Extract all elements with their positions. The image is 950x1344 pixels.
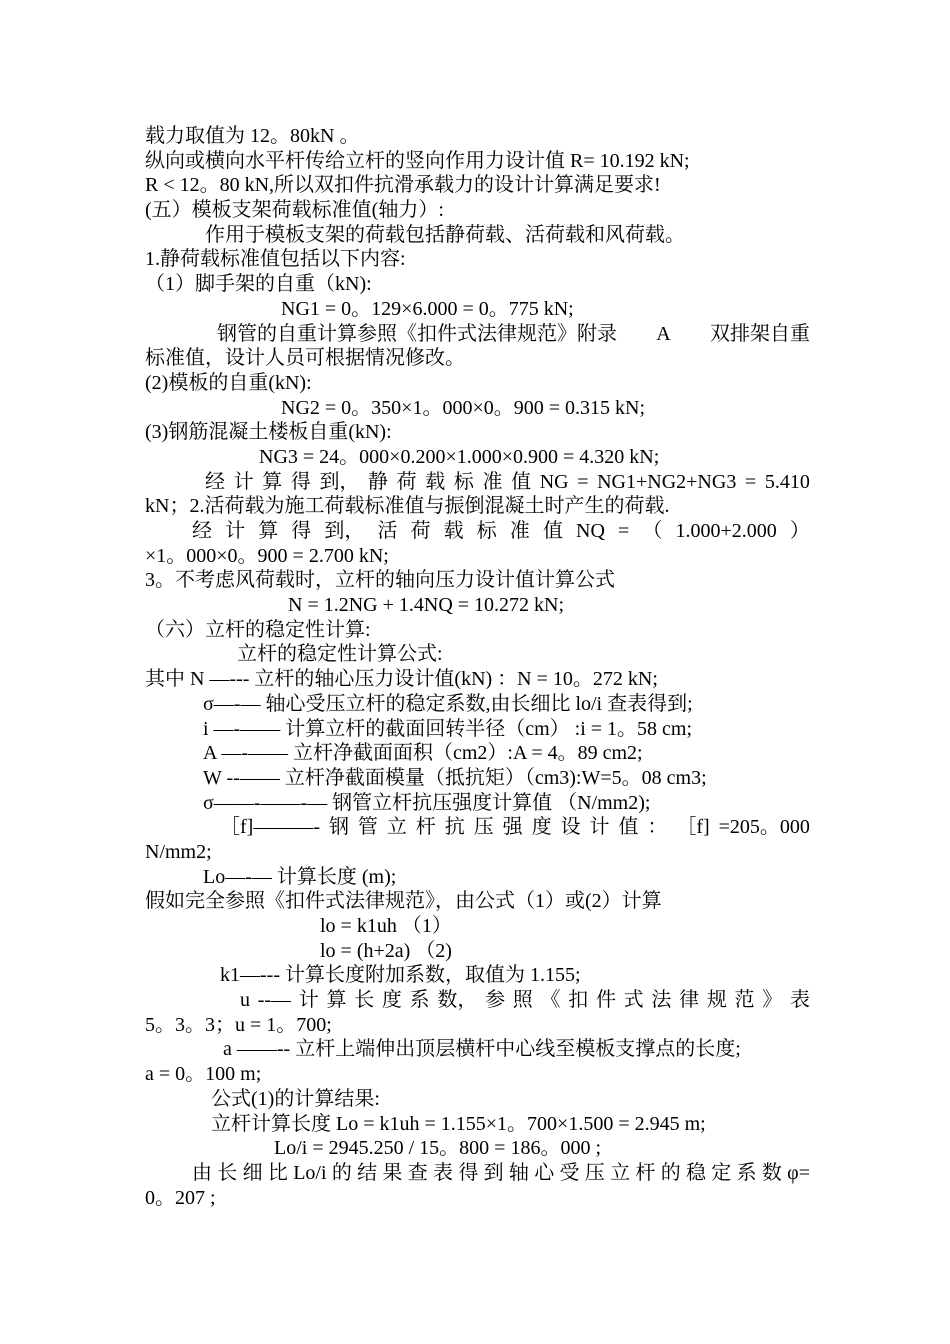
text-word: 照 xyxy=(512,989,533,1012)
text-line: （六）立杆的稳定性计算: xyxy=(145,618,371,641)
text-word: A xyxy=(656,322,671,345)
text-line xyxy=(145,322,810,347)
text-word: 度 xyxy=(531,816,552,839)
text-word: NG xyxy=(539,470,569,493)
text-line: 标准值，设计人员可根据情况修改。 xyxy=(145,347,465,370)
text-word: 稳 xyxy=(685,1161,706,1184)
text-word: 计 xyxy=(233,470,254,493)
text-word: 值 xyxy=(511,470,532,493)
text-line: 5。3。3；u = 1。700; xyxy=(145,1013,332,1036)
document-body xyxy=(145,124,810,1210)
text-word: 管 xyxy=(357,816,378,839)
text-word: = xyxy=(577,470,589,493)
text-word: 参 xyxy=(485,989,506,1012)
text-word: 杆 xyxy=(635,1161,656,1184)
text-word: NG1+NG2+NG3 xyxy=(597,470,737,493)
text-word: 数， xyxy=(437,989,478,1012)
text-line: NG3 = 24。000×0.200×1.000×0.900 = 4.320 kN; xyxy=(259,445,660,468)
text-word: 荷 xyxy=(410,520,431,542)
text-word: 比 xyxy=(267,1161,288,1184)
text-word: 计 xyxy=(225,520,246,542)
text-line: i —-—— 计算立杆的截面回转半径（cm） :i = 1。58 cm; xyxy=(203,717,693,740)
text-word: 系 xyxy=(409,989,430,1012)
text-word: 得 xyxy=(458,1161,479,1184)
text-word: 立 xyxy=(386,816,407,839)
text-line: a = 0。100 m; xyxy=(145,1063,262,1086)
text-word: Lo/i xyxy=(293,1161,327,1184)
text-word: NQ xyxy=(576,520,605,542)
text-word: 载 xyxy=(425,470,446,493)
text-word: 规 xyxy=(706,989,727,1012)
text-line: NG2 = 0。350×1。000×0。900 = 0.315 kN; xyxy=(281,396,646,419)
text-word: 经 xyxy=(205,470,225,493)
text-word: 的 xyxy=(660,1161,681,1184)
text-line: 公式(1)的计算结果: xyxy=(211,1087,380,1110)
text-word: u xyxy=(240,989,250,1012)
text-word: --— xyxy=(257,989,292,1012)
text-word: 算 xyxy=(258,520,279,542)
text-word: ： xyxy=(647,816,668,839)
text-word: 查 xyxy=(407,1161,428,1184)
text-word: 1.000+2.000 xyxy=(675,520,777,542)
text-word: 件 xyxy=(595,989,616,1012)
text-line: N = 1.2NG + 1.4NQ = 10.272 kN; xyxy=(288,594,565,617)
text-word: 计 xyxy=(589,816,610,839)
text-word: 压 xyxy=(473,816,494,839)
text-word: = xyxy=(744,470,757,493)
text-word: 计 xyxy=(298,989,319,1012)
text-word: 轴 xyxy=(508,1161,529,1184)
text-line xyxy=(145,815,810,840)
text-word: 荷 xyxy=(396,470,417,493)
text-word: 算 xyxy=(326,989,347,1012)
text-word: 式 xyxy=(623,989,644,1012)
text-word: 律 xyxy=(679,989,700,1012)
text-line: k1—--- 计算长度附加系数，取值为 1.155; xyxy=(220,964,581,987)
text-line: 作用于模板支架的荷载包括静荷载、活荷载和风荷载。 xyxy=(205,223,685,246)
text-word: 表 xyxy=(433,1161,454,1184)
text-line xyxy=(145,519,810,544)
text-word: 细 xyxy=(242,1161,263,1184)
text-word: 杆 xyxy=(415,816,436,839)
text-word: 到， xyxy=(324,520,365,542)
text-word: 到 xyxy=(483,1161,504,1184)
text-word: 受 xyxy=(559,1161,580,1184)
text-line: A —-—— 立杆净截面面积（cm2）:A = 4。89 cm2; xyxy=(203,742,643,765)
text-line: 3。不考虑风荷载时，立杆的轴向压力设计值计算公式 xyxy=(145,569,615,592)
text-line: 载力取值为 12。80kN 。 xyxy=(145,125,360,147)
text-word: 得 xyxy=(291,520,312,542)
text-line xyxy=(145,988,810,1013)
text-line: 立杆的稳定性计算公式: xyxy=(237,643,443,666)
text-word: 结 xyxy=(357,1161,378,1184)
text-word: 由 xyxy=(192,1161,212,1184)
text-line: (3)钢筋混凝土楼板自重(kN): xyxy=(145,421,392,444)
text-word: 《 xyxy=(540,989,561,1012)
text-word: 长 xyxy=(354,989,375,1012)
text-word: 得 xyxy=(290,470,311,493)
text-word: 双排架自重 xyxy=(709,322,810,345)
text-line: lo = k1uh （1） xyxy=(320,915,452,937)
text-line: Lo/i = 2945.250 / 15。800 = 186。000 ; xyxy=(274,1137,602,1160)
text-word: 度 xyxy=(381,989,402,1012)
text-word: 钢管的自重计算参照《扣件式法律规范》附录 xyxy=(217,322,617,345)
text-word: 标 xyxy=(476,520,497,542)
text-word: 经 xyxy=(192,520,212,542)
text-word: ［f] xyxy=(676,816,710,839)
text-line: 1.静荷载标准值包括以下内容: xyxy=(145,248,406,271)
text-word: 标 xyxy=(453,470,474,493)
text-line: 立杆计算长度 Lo = k1uh = 1.155×1。700×1.500 = 2.945 m; xyxy=(211,1112,706,1135)
text-word: 活 xyxy=(377,520,398,542)
text-word: 设 xyxy=(560,816,581,839)
text-word: 果 xyxy=(382,1161,403,1184)
text-word: =205。000 xyxy=(718,816,810,839)
text-line: lo = (h+2a) （2) xyxy=(320,939,452,962)
text-word: 法 xyxy=(651,989,672,1012)
text-word: 强 xyxy=(502,816,523,839)
text-word: 准 xyxy=(482,470,503,493)
text-word: 钢 xyxy=(328,816,349,839)
text-line: ×1。000×0。900 = 2.700 kN; xyxy=(145,544,389,567)
text-line xyxy=(145,470,810,495)
text-line: σ——-——-— 钢管立杆抗压强度计算值 （N/mm2); xyxy=(203,791,651,814)
text-word: 值 xyxy=(542,520,563,542)
text-line: kN；2.活荷载为施工荷载标准值与振倒混凝土时产生的荷载. xyxy=(145,495,670,518)
text-line: R < 12。80 kN,所以双扣件抗滑承载力的设计计算满足要求! xyxy=(145,174,661,197)
text-word: ［f]———- xyxy=(220,816,320,839)
text-word: 载 xyxy=(443,520,464,542)
text-word: 表 xyxy=(789,989,810,1012)
text-line: NG1 = 0。129×6.000 = 0。775 kN; xyxy=(281,297,574,320)
text-line: 0。207 ; xyxy=(145,1186,216,1209)
text-line: (2)模板的自重(kN): xyxy=(145,371,312,394)
text-word: 压 xyxy=(584,1161,605,1184)
text-line: W --—— 立杆净截面模量（抵抗矩）（cm3):W=5。08 cm3; xyxy=(203,766,707,789)
text-word: 5.410 xyxy=(764,470,810,493)
text-word: 准 xyxy=(509,520,530,542)
text-line: N/mm2; xyxy=(145,840,212,863)
text-word: 算 xyxy=(262,470,283,493)
text-word: 数 xyxy=(761,1161,782,1184)
text-word: 定 xyxy=(711,1161,732,1184)
text-word: φ= xyxy=(787,1161,810,1184)
text-line: （1）脚手架的自重（kN): xyxy=(145,273,372,296)
text-line: (五）模板支架荷载标准值(轴力）: xyxy=(145,199,444,222)
text-word: 静 xyxy=(368,470,389,493)
text-line: a ——-- 立杆上端伸出顶层横杆中心线至模板支撑点的长度; xyxy=(223,1038,741,1061)
text-word: 心 xyxy=(534,1161,555,1184)
text-line: 假如完全参照《扣件式法律规范》，由公式（1）或(2）计算 xyxy=(145,890,662,913)
text-word: 系 xyxy=(736,1161,757,1184)
text-word: 扣 xyxy=(568,989,589,1012)
text-word: ） xyxy=(789,520,810,542)
text-word: 长 xyxy=(217,1161,238,1184)
text-word: 到， xyxy=(319,470,360,493)
text-line: 纵向或横向水平杆传给立杆的竖向作用力设计值 R= 10.192 kN; xyxy=(145,149,690,172)
text-word: 立 xyxy=(610,1161,631,1184)
text-word: 范 xyxy=(734,989,755,1012)
text-word: （ xyxy=(642,520,663,542)
text-word: 》 xyxy=(762,989,783,1012)
text-word: 值 xyxy=(618,816,639,839)
text-word: 的 xyxy=(331,1161,352,1184)
text-line: Lo—-— 计算长度 (m); xyxy=(203,865,397,888)
text-line: σ—-— 轴心受压立杆的稳定系数,由长细比 lo/i 查表得到; xyxy=(203,692,693,715)
text-word: 抗 xyxy=(444,816,465,839)
text-line: 其中 N —--- 立杆的轴心压力设计值(kN) ：N = 10。272 kN; xyxy=(145,668,658,691)
text-word: = xyxy=(618,520,630,542)
text-line xyxy=(145,1161,810,1186)
